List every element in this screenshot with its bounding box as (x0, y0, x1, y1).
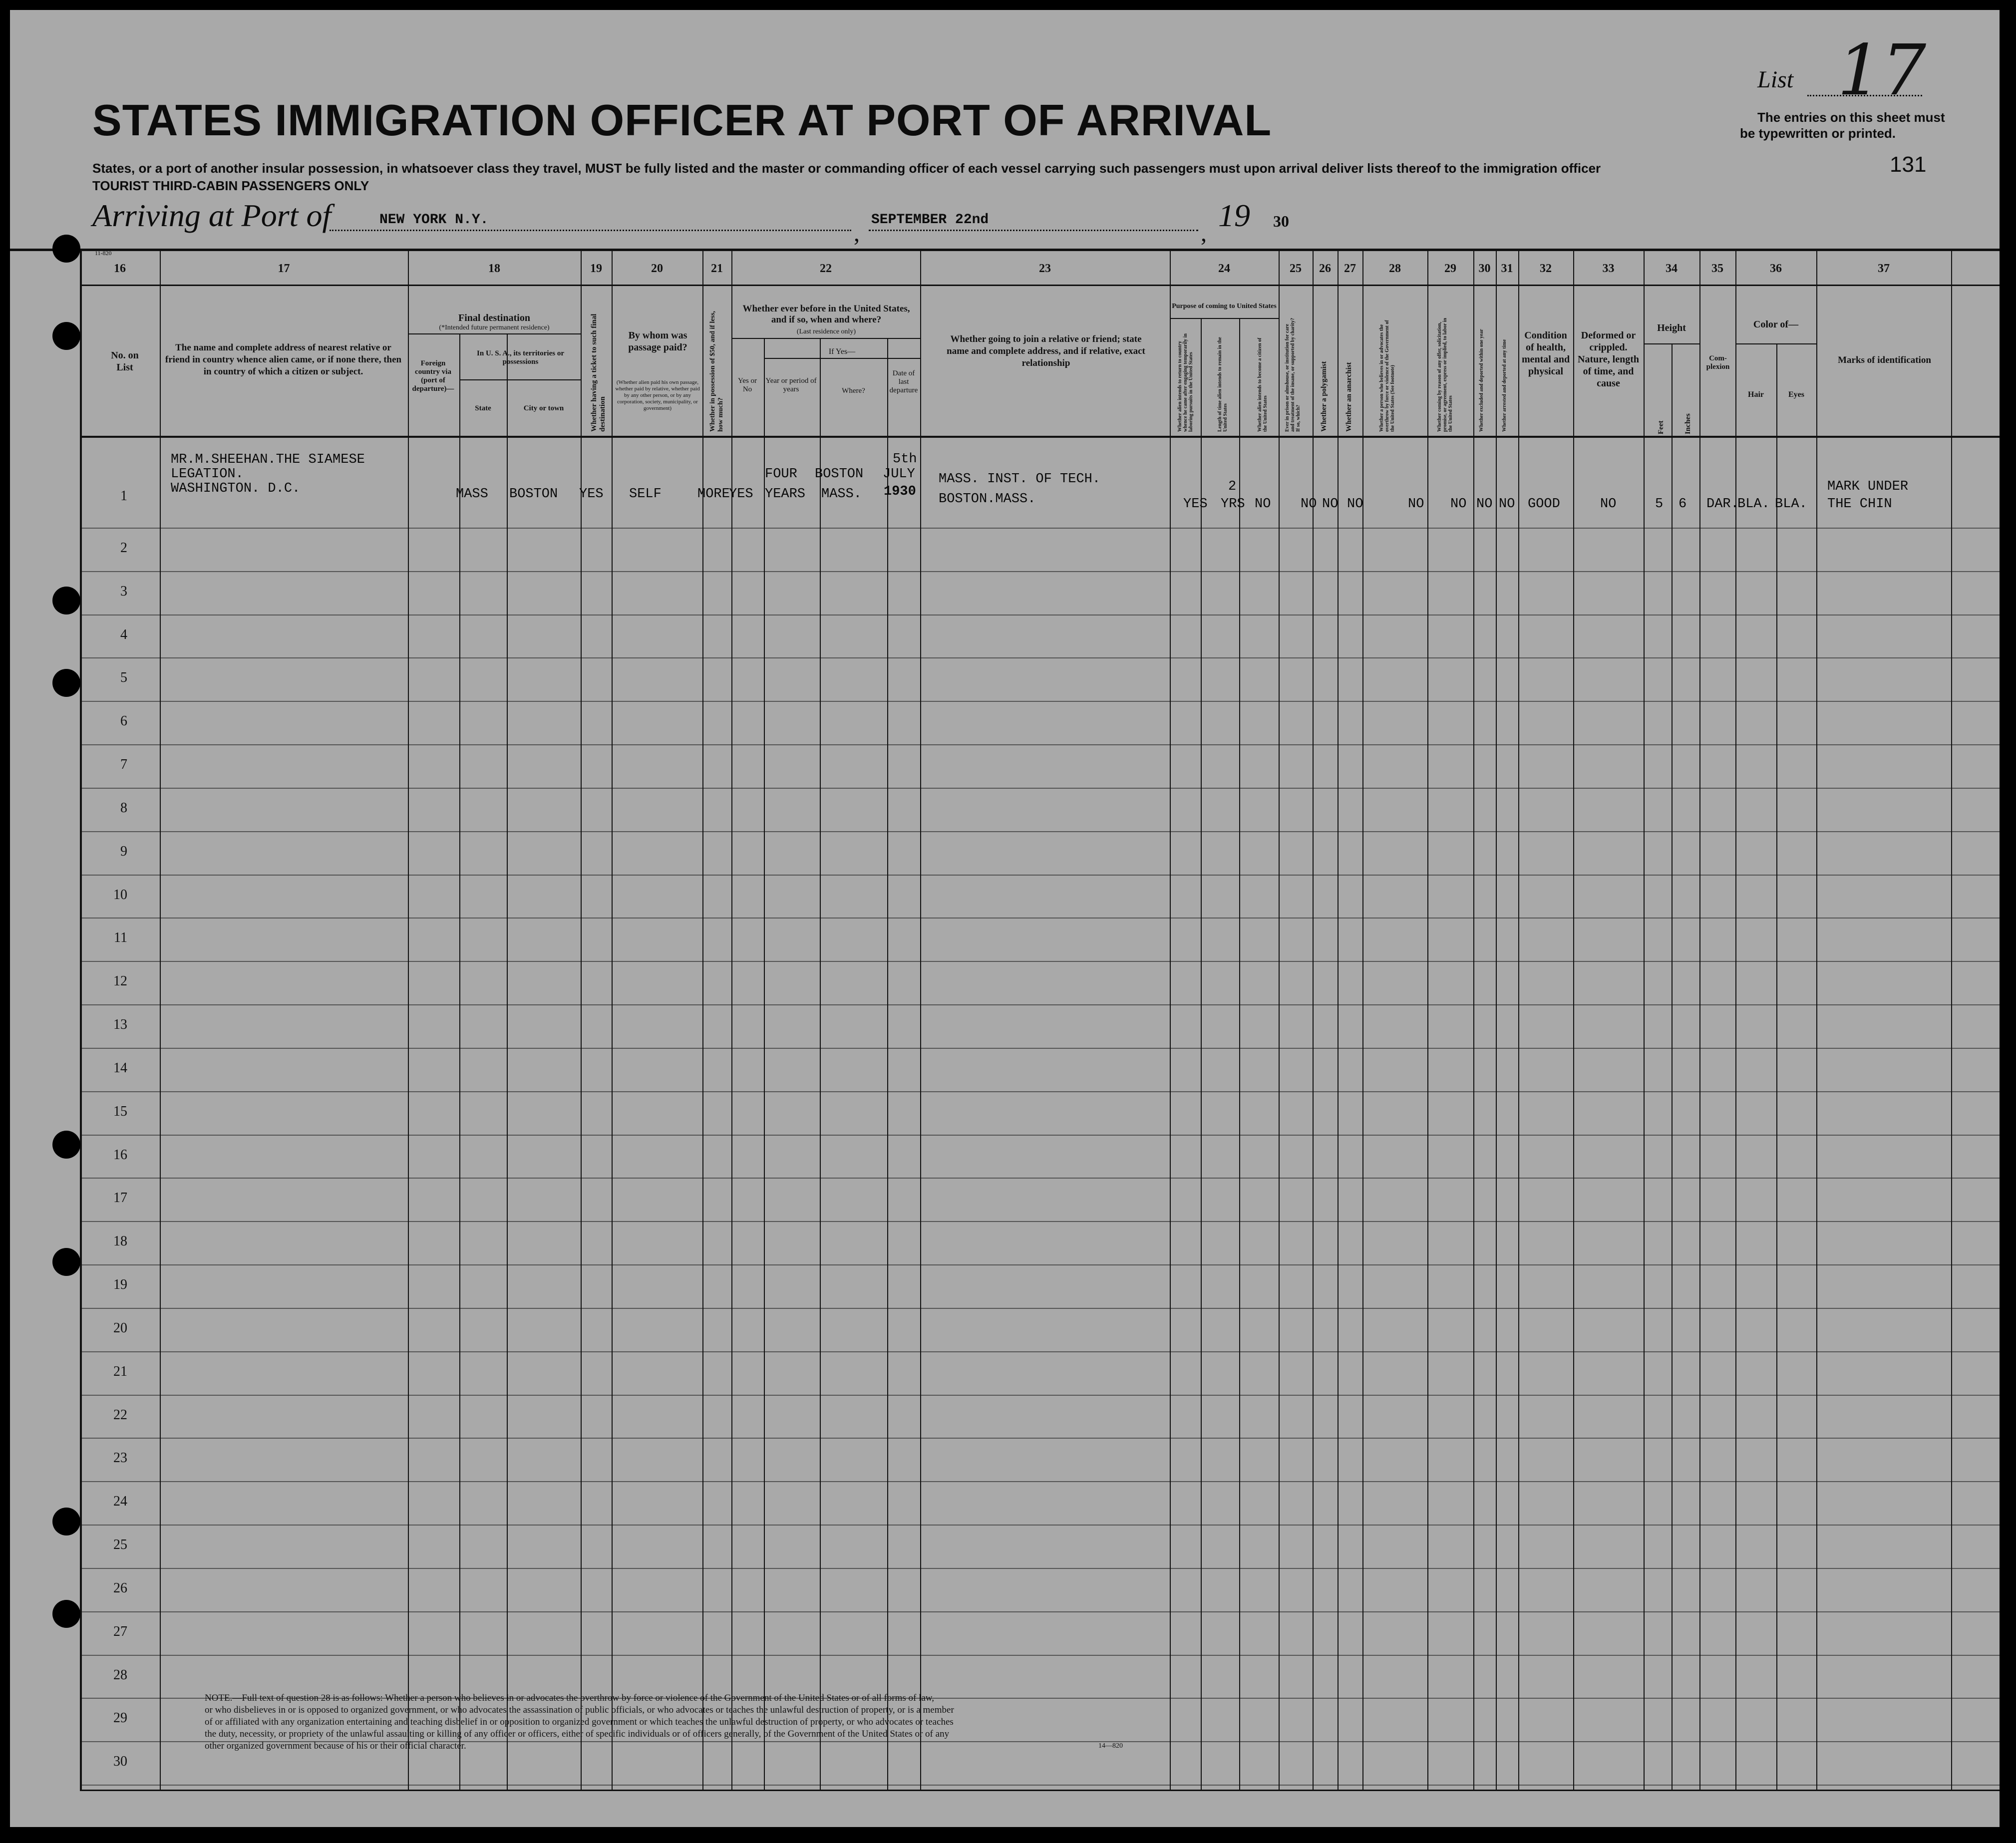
departure-line-3: 1930 (884, 484, 916, 499)
comma-1: , (854, 220, 860, 247)
heading-ticket: Whether having a ticket to such final destination (590, 313, 607, 432)
manifest-sheet (10, 10, 2000, 1827)
colnum-34: 34 (1666, 262, 1678, 275)
heading-complexion: Com-plexion (1706, 354, 1730, 371)
row-rule (80, 1178, 2000, 1179)
row-rule (80, 571, 2000, 572)
column-rule (1951, 251, 1952, 1790)
row-rule (80, 918, 2000, 919)
health-value: GOOD (1528, 497, 1560, 512)
row-rule (80, 1525, 2000, 1526)
heading-anarchist: Whether an anarchist (1345, 362, 1353, 432)
column-rule (1518, 251, 1519, 1790)
heading-purpose-b: Length of time alien intends to remain in the United States (1217, 337, 1228, 432)
row-number: 23 (113, 1450, 127, 1466)
row-number: 2 (120, 540, 127, 556)
row-number: 16 (113, 1147, 127, 1163)
colnum-26: 26 (1319, 262, 1331, 275)
row-rule (80, 657, 2000, 658)
colnum-18: 18 (488, 262, 500, 275)
list-label: List (1757, 66, 1794, 93)
anarchist-value: NO (1347, 497, 1363, 512)
heading-city: City or town (523, 404, 564, 412)
row-rule (80, 961, 2000, 962)
colnum-25: 25 (1290, 262, 1302, 275)
colnum-28: 28 (1389, 262, 1401, 275)
row-number: 27 (113, 1624, 127, 1639)
column-rule (1496, 251, 1497, 1790)
column-rule (1735, 251, 1736, 1790)
rule-18b (459, 379, 581, 380)
heading-q29: Whether coming by reason of any offer, solicitation, promise, or agreement, express or implied, to labor in the United States (1437, 317, 1453, 432)
row-number: 28 (113, 1667, 127, 1683)
punch-hole-1 (52, 235, 80, 263)
q28-value: NO (1408, 497, 1424, 512)
page-number: 131 (1890, 152, 1927, 177)
column-rule (1170, 251, 1171, 1790)
column-rule (1427, 251, 1428, 1790)
punch-hole-2 (52, 322, 80, 350)
row-rule (80, 788, 2000, 789)
note-right-1: The entries on this sheet must (1757, 110, 1945, 125)
heading-passage-paid: By whom was passage paid? (628, 330, 687, 353)
stay-line-1: 2 (1228, 479, 1237, 494)
date-value: SEPTEMBER 22nd (871, 212, 989, 228)
row-rule (80, 1004, 2000, 1005)
heading-color-of: Color of— (1753, 319, 1799, 330)
colnum-21: 21 (711, 262, 723, 275)
form-code: 14—820 (1098, 1742, 1123, 1750)
heading-q28: Whether a person who believes in or advocates the overthrow by force or violence of the Government of the United States (See footnote) (1379, 320, 1395, 432)
date-underline (869, 230, 1198, 231)
column-rule (581, 251, 582, 1790)
row-rule (80, 875, 2000, 876)
heading-height: Height (1657, 322, 1686, 333)
colnum-29: 29 (1444, 262, 1456, 275)
relative-line-3: WASHINGTON. D.C. (171, 481, 301, 496)
footnote-line-5: other organized government because of his or their official character. (205, 1741, 466, 1751)
row-rule (80, 1395, 2000, 1396)
column-rule (1362, 251, 1363, 1790)
heading-in-usa: In U. S. A., its territories or possessions (477, 349, 564, 366)
punch-hole-4 (52, 669, 80, 697)
joining-line-2: BOSTON.MASS. (939, 492, 1036, 507)
row-number: 25 (113, 1537, 127, 1552)
footnote-line-3: of or affiliated with any organization entertaining and teaching disbelief in or opposition to organized government or which teaches the unlawful destruction of property, or who advocates or teaches (205, 1717, 954, 1727)
heading-final-destination: Final destination (458, 312, 530, 323)
years-line-1: FOUR (765, 467, 797, 482)
colnum-37: 37 (1878, 262, 1890, 275)
row-number: 9 (120, 844, 127, 859)
inches-value: 6 (1679, 497, 1687, 512)
row-number: 17 (113, 1190, 127, 1206)
row-rule (80, 1611, 2000, 1612)
heading-q31: Whether arrested and deported at any time (1502, 339, 1507, 432)
row-number: 19 (113, 1277, 127, 1292)
heading-yes-no: Yes or No (737, 377, 757, 393)
heading-condition: Condition of health, mental and physical (1521, 330, 1570, 377)
subtitle: States, or a port of another insular possession, in whatsoever class they travel, MUST be fully listed and the master or commanding officer of each vessel carrying such passengers must upon arrival deliver lists thereof to the immigration officer (92, 161, 1601, 176)
eyes-value: BLA. (1775, 497, 1807, 512)
row-rule (80, 1655, 2000, 1656)
heading-purpose-a: Whether alien intends to return to country whence he came after engaging temporarily in laboring pursuits in the United States (1177, 333, 1194, 432)
column-rule (1473, 251, 1474, 1790)
polygamist-value: NO (1322, 497, 1339, 512)
heading-foreign-country: Foreign country via (port of departure)— (412, 359, 454, 393)
class-line: TOURIST THIRD-CABIN PASSENGERS ONLY (92, 178, 369, 193)
column-rule (160, 251, 161, 1790)
row-number: 21 (113, 1364, 127, 1379)
heading-nearest-relative: The name and complete address of nearest relative or friend in country whence alien came, or if none there, then in country of which a citizen or subject. (165, 342, 402, 377)
heading-no-on-list: No. on List (111, 350, 139, 373)
column-rule (1644, 251, 1645, 1790)
dest-city: BOSTON (509, 487, 558, 502)
row-number: 15 (113, 1104, 127, 1119)
paid-by-value: SELF (629, 487, 662, 502)
heading-date-departure: Date of last departure (889, 369, 918, 394)
heading-year-period: Year or period of years (765, 377, 817, 393)
heading-final-destination-note: (*Intended future permanent residence) (439, 324, 550, 331)
colnum-31: 31 (1501, 262, 1513, 275)
heading-hair: Hair (1748, 390, 1764, 399)
departure-line-1: 5th (893, 452, 917, 467)
colnum-17: 17 (278, 262, 290, 275)
q31-value: NO (1499, 497, 1515, 512)
ever-before-value: YES (729, 487, 753, 502)
heading-ever-before-note: (Last residence only) (796, 328, 856, 335)
column-rule (1699, 251, 1700, 1790)
colnum-19: 19 (590, 262, 602, 275)
note-right-2: be typewritten or printed. (1740, 126, 1896, 141)
years-line-2: YEARS (765, 487, 806, 502)
colnum-32: 32 (1540, 262, 1552, 275)
punch-hole-8 (52, 1600, 80, 1628)
heading-if-yes: If Yes— (828, 347, 856, 356)
row-number: 30 (113, 1754, 127, 1769)
row-number: 24 (113, 1494, 127, 1509)
footnote-line-4: the duty, necessity, or propriety of the unlawful assaulting or killing of any officer or officers, either of specific individuals or of officers generally, of the Government of the United States or of any (205, 1729, 950, 1739)
where-line-1: BOSTON (815, 467, 864, 482)
heading-q30: Whether excluded and deported within one year (1479, 329, 1484, 432)
colnum-36: 36 (1770, 262, 1782, 275)
year-suffix: 30 (1273, 212, 1289, 230)
citizen-value: NO (1255, 497, 1271, 512)
punch-hole-3 (52, 587, 80, 614)
deformed-value: NO (1600, 497, 1617, 512)
heading-marks: Marks of identification (1838, 355, 1931, 365)
dest-state: MASS (456, 487, 488, 502)
footnote-line-2: or who disbelieves in or is opposed to organized government, or who advocates the assassination of public officials, or who advocates or teaches the unlawful destruction of property, or is a member (205, 1705, 954, 1715)
page-title: STATES IMMIGRATION OFFICER AT PORT OF ARRIVAL (92, 95, 1272, 145)
heading-ever-before: Whether ever before in the United States, and if so, when and where? (742, 304, 910, 325)
column-rule (702, 251, 703, 1790)
marks-line-1: MARK UNDER (1827, 479, 1909, 494)
row-rule (80, 744, 2000, 745)
column-rule (1672, 343, 1673, 1790)
column-rule (1338, 251, 1339, 1790)
rule-34 (1644, 343, 1699, 344)
prison-value: NO (1301, 497, 1317, 512)
column-rule (820, 338, 821, 1790)
colnum-rule (80, 285, 2000, 286)
marks-line-2: THE CHIN (1827, 497, 1892, 512)
rule-18 (408, 333, 581, 334)
heading-prison: Ever in prison or almshouse, or institution for care and treatment of the insane, or supported by charity? If so, which? (1285, 317, 1301, 432)
heading-state: State (475, 404, 491, 412)
port-value: NEW YORK N.Y. (379, 212, 489, 228)
column-rule (459, 333, 460, 1790)
row-number: 6 (120, 713, 127, 729)
heading-inches: Inches (1684, 413, 1692, 434)
stay-line-2: YRS (1221, 497, 1245, 512)
small-mark: 11-820 (95, 250, 112, 257)
row-rule (80, 701, 2000, 702)
heading-passage-paid-note: (Whether alien paid his own passage, whether paid by relative, whether paid by any other person, or by any corporation, society, municipality, or government) (615, 379, 700, 411)
colnum-27: 27 (1344, 262, 1356, 275)
row-number: 3 (120, 584, 127, 599)
row-number: 29 (113, 1710, 127, 1726)
relative-line-1: MR.M.SHEEHAN.THE SIAMESE (171, 452, 365, 467)
port-underline (330, 230, 851, 231)
column-rule (1573, 251, 1574, 1790)
row-number: 14 (113, 1060, 127, 1076)
footnote-line-1: NOTE.—Full text of question 28 is as follows: Whether a person who believes in or advocates the overthrow by force or violence of the Government of the United States or of all forms of law, (205, 1693, 935, 1703)
relative-line-2: LEGATION. (171, 467, 244, 482)
colnum-35: 35 (1711, 262, 1723, 275)
heading-purpose-c: Whether alien intends to become a citizen of the United States (1257, 337, 1268, 432)
row-number: 5 (120, 670, 127, 685)
row-number: 12 (113, 973, 127, 989)
heading-purpose: Purpose of coming to United States (1172, 303, 1277, 310)
heading-money: Whether in possession of $50, and if less, how much? (709, 310, 724, 432)
where-line-2: MASS. (821, 487, 862, 502)
row-rule (80, 1221, 2000, 1222)
column-rule (920, 251, 921, 1790)
row-rule (80, 1785, 2000, 1786)
row-rule (80, 528, 2000, 529)
row-rule (80, 1481, 2000, 1482)
row-rule (80, 614, 2000, 615)
heading-joining-relative: Whether going to join a relative or friend; state name and complete address, and if relative, exact relationship (947, 334, 1145, 368)
feet-value: 5 (1655, 497, 1664, 512)
row-rule (80, 1135, 2000, 1136)
punch-hole-5 (52, 1131, 80, 1159)
column-rule (1816, 251, 1817, 1790)
colnum-24: 24 (1218, 262, 1230, 275)
rule-36 (1735, 343, 1816, 344)
column-rule (731, 251, 732, 1790)
arriving-label: Arriving at Port of (92, 198, 332, 233)
row-number: 26 (113, 1580, 127, 1596)
row-rule (80, 1351, 2000, 1352)
joining-line-1: MASS. INST. OF TECH. (939, 472, 1101, 487)
row-number: 8 (120, 800, 127, 816)
hair-value: BLA. (1737, 497, 1770, 512)
column-rule (408, 251, 409, 1790)
row-number: 18 (113, 1233, 127, 1249)
row-number: 7 (120, 757, 127, 772)
heading-feet: Feet (1657, 420, 1665, 434)
money-value: MORE (697, 487, 730, 502)
row-rule (80, 1438, 2000, 1439)
column-rule (1776, 343, 1777, 1790)
row-rule (80, 1568, 2000, 1569)
heading-where: Where? (842, 387, 865, 395)
column-rule (1313, 251, 1314, 1790)
row-number: 11 (114, 930, 127, 945)
heading-polygamist: Whether a polygamist (1320, 361, 1328, 432)
column-rule (507, 333, 508, 1790)
comma-2: , (1201, 220, 1207, 247)
row-number: 4 (120, 627, 127, 642)
colnum-16: 16 (114, 262, 126, 275)
rule-24 (1170, 318, 1279, 319)
ticket-value: YES (579, 487, 604, 502)
colnum-33: 33 (1602, 262, 1615, 275)
colnum-23: 23 (1039, 262, 1051, 275)
purpose-return-value: YES (1183, 497, 1208, 512)
row-rule (80, 1264, 2000, 1265)
row-number: 20 (113, 1320, 127, 1336)
list-number: 17 (1837, 30, 1927, 111)
punch-hole-6 (52, 1248, 80, 1276)
row-number: 10 (113, 887, 127, 903)
heading-eyes: Eyes (1788, 390, 1804, 399)
colnum-22: 22 (820, 262, 832, 275)
complexion-value: DAR. (1706, 497, 1739, 512)
departure-line-2: JULY (883, 467, 915, 482)
table-bottom-rule (80, 1790, 2000, 1791)
row-number: 13 (113, 1017, 127, 1032)
row-number: 1 (120, 488, 127, 504)
year-prefix: 19 (1218, 198, 1250, 233)
row-number: 22 (113, 1407, 127, 1423)
row-rule (80, 831, 2000, 832)
heading-deformed: Deformed or crippled. Nature, length of time, and cause (1578, 330, 1639, 389)
column-rule (80, 251, 82, 1790)
column-rule (1279, 251, 1280, 1790)
row-rule (80, 1048, 2000, 1049)
column-rule (887, 338, 888, 1790)
q29-value: NO (1450, 497, 1467, 512)
column-rule (612, 251, 613, 1790)
colnum-30: 30 (1478, 262, 1491, 275)
q30-value: NO (1476, 497, 1493, 512)
column-rule (764, 338, 765, 1790)
table-top-rule (10, 249, 2000, 251)
row-rule (80, 1308, 2000, 1309)
rule-22b (764, 358, 920, 359)
rule-22 (731, 338, 920, 339)
row-rule (80, 1091, 2000, 1092)
header-bottom-rule (80, 436, 2000, 438)
colnum-20: 20 (651, 262, 663, 275)
punch-hole-7 (52, 1508, 80, 1536)
